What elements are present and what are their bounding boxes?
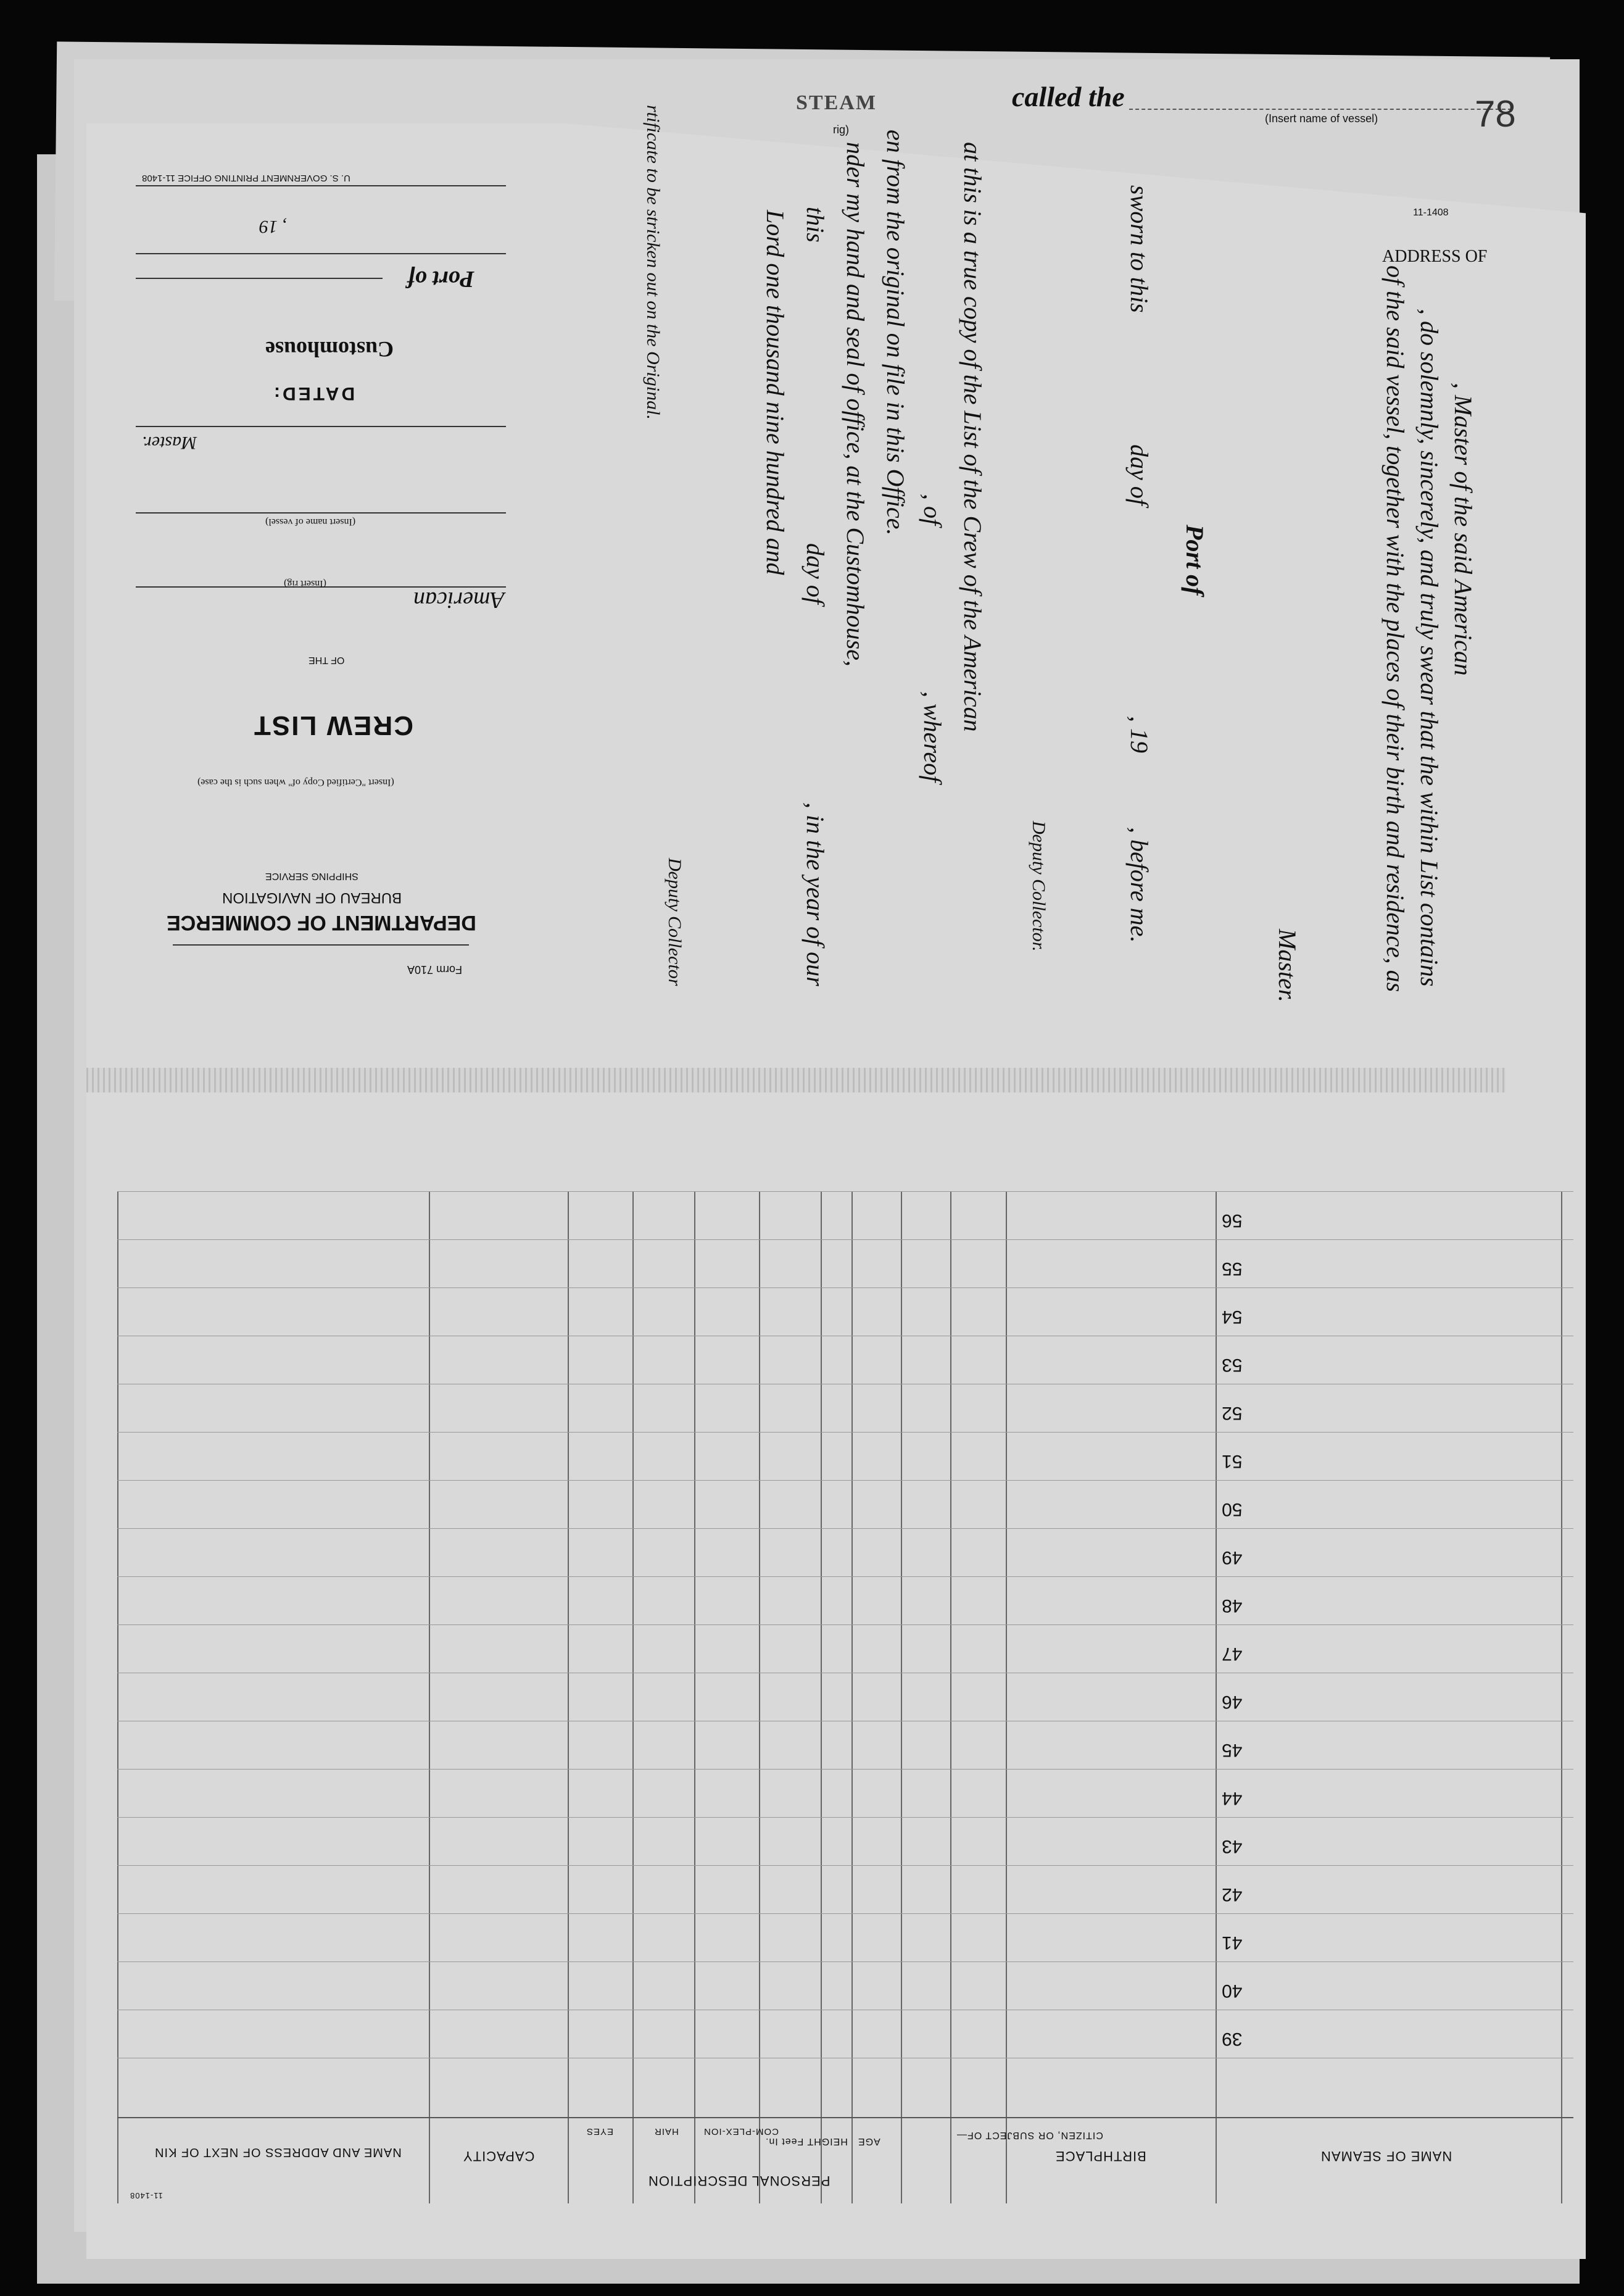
oath-of: , of <box>919 494 947 526</box>
column-rule <box>851 1191 853 2203</box>
insert-vessel-note: (Insert name of vessel) <box>265 517 356 527</box>
row-number: 56 <box>1222 1210 1243 1231</box>
rule <box>173 944 469 946</box>
row-number: 42 <box>1222 1884 1243 1905</box>
oath-hand-seal: nder my hand and seal of office, at the Customhouse, <box>842 142 869 667</box>
department-of-commerce: DEPARTMENT OF COMMERCE <box>167 911 476 934</box>
footer-code: 11-1408 <box>130 2191 163 2200</box>
oath-day-of: day of <box>1125 444 1153 505</box>
row-number: 39 <box>1222 2029 1243 2049</box>
vessel-name-line <box>1129 109 1512 110</box>
row-number: 54 <box>1222 1307 1243 1327</box>
row-number: 50 <box>1222 1499 1243 1520</box>
column-rule <box>950 1191 951 2203</box>
deputy-collector-2: Deputy Collector <box>665 858 685 986</box>
oath-year-of-our: , in the year of our <box>802 802 829 986</box>
rule <box>136 278 383 279</box>
american-label: American <box>413 587 505 613</box>
row-number: 45 <box>1222 1740 1243 1760</box>
steam-word: STEAM <box>796 91 877 114</box>
row-number: 40 <box>1222 1981 1243 2001</box>
oath-port-of: Port of <box>1181 525 1209 596</box>
row-number: 43 <box>1222 1836 1243 1857</box>
col-birthplace: BIRTHPLACE <box>1055 2148 1146 2164</box>
stricken-note: rtificate to be stricken out on the Original. <box>643 105 663 420</box>
of-the-label: OF THE <box>309 655 345 665</box>
deputy-collector-1: Deputy Collector. <box>1029 821 1049 952</box>
form-number: Form 710A <box>407 963 463 976</box>
oath-said-vessel: of the said vessel, together with the places of their birth and residence, as <box>1382 265 1409 992</box>
col-hair: HAIR <box>654 2126 679 2137</box>
printing-office-note: U. S. GOVERNMENT PRINTING OFFICE 11-1408 <box>142 173 350 183</box>
master-label: Master. <box>142 433 197 453</box>
rule <box>136 185 506 186</box>
oath-solemnly-swear: , do solemnly, sincerely, and truly swear that the within List contains <box>1415 309 1443 987</box>
column-rule <box>901 1191 902 2203</box>
crew-list-cover <box>117 160 524 1037</box>
col-next-of-kin: NAME AND ADDRESS OF NEXT OF KIN <box>154 2145 402 2159</box>
bureau-of-navigation: BUREAU OF NAVIGATION <box>222 889 402 906</box>
row-number: 52 <box>1222 1403 1243 1423</box>
oath-nineteen: , 19 <box>1125 716 1153 753</box>
col-complexion: COM-PLEX-ION <box>703 2126 779 2137</box>
rule <box>136 512 506 514</box>
oath-lord: Lord one thousand nine hundred and <box>761 210 789 575</box>
dated-label: DATED: <box>271 383 355 404</box>
oath-day-of-2: day of <box>802 543 829 604</box>
row-number: 46 <box>1222 1692 1243 1712</box>
column-rule <box>1006 1191 1007 2203</box>
col-name-of-seaman: NAME OF SEAMAN <box>1320 2148 1452 2164</box>
row-number: 49 <box>1222 1547 1243 1568</box>
row-number: 51 <box>1222 1451 1243 1471</box>
certified-copy-note: (Insert "Certified Copy of" when such is the case) <box>197 777 394 788</box>
table-border <box>117 1191 118 2203</box>
column-rule <box>632 1191 634 2203</box>
vessel-name-note: (Insert name of vessel) <box>1265 112 1378 125</box>
crew-list-title: CREW LIST <box>253 710 413 741</box>
oath-original: en from the original on file in this Office. <box>882 130 909 536</box>
column-rule <box>429 1191 430 2203</box>
oath-whereof: , whereof <box>919 691 947 783</box>
customhouse-label: Customhouse <box>265 337 394 362</box>
column-rule <box>759 1191 760 2203</box>
crew-table <box>117 1191 1573 2203</box>
column-rule <box>694 1191 695 2203</box>
table-border <box>1561 1191 1562 2203</box>
rule <box>136 426 506 427</box>
row-number: 41 <box>1222 1932 1243 1953</box>
col-age: AGE <box>858 2136 880 2147</box>
fold-crease <box>86 1068 1506 1092</box>
column-rule <box>568 1191 569 2203</box>
row-number: 47 <box>1222 1644 1243 1664</box>
shipping-service: SHIPPING SERVICE <box>265 871 358 881</box>
insert-rig-note: (Insert rig) <box>284 578 326 589</box>
col-eyes: EYES <box>586 2126 614 2137</box>
row-number: 44 <box>1222 1788 1243 1808</box>
oath-before-me: , before me. <box>1125 827 1153 943</box>
row-number: 55 <box>1222 1258 1243 1279</box>
col-personal-description: PERSONAL DESCRIPTION <box>648 2173 831 2189</box>
oath-master-signature: Master. <box>1274 929 1301 1002</box>
column-rule <box>821 1191 822 2203</box>
year-line: , 19 <box>259 217 287 237</box>
row-number: 48 <box>1222 1595 1243 1616</box>
oath-true-copy: at this is a true copy of the List of the Crew of the American <box>959 142 987 732</box>
address-of-label: ADDRESS OF <box>1382 247 1488 266</box>
form-code: 11-1408 <box>1413 207 1449 218</box>
col-citizen: CITIZEN, OR SUBJECT OF— <box>956 2130 1103 2140</box>
port-of-label: Port of <box>407 266 474 292</box>
oath-this: this <box>802 207 829 243</box>
called-the-label: called the <box>1012 81 1125 112</box>
rule <box>136 253 506 254</box>
rig-note: rig) <box>833 123 849 136</box>
page-number: 78 <box>1475 93 1516 135</box>
oath-sworn: sworn to this <box>1125 185 1153 313</box>
oath-master-of: , Master of the said American <box>1449 383 1477 676</box>
column-rule <box>1216 1191 1217 2203</box>
col-height: HEIGHT Feet In. <box>765 2136 848 2147</box>
col-capacity: CAPACITY <box>463 2148 535 2164</box>
row-number: 53 <box>1222 1355 1243 1375</box>
